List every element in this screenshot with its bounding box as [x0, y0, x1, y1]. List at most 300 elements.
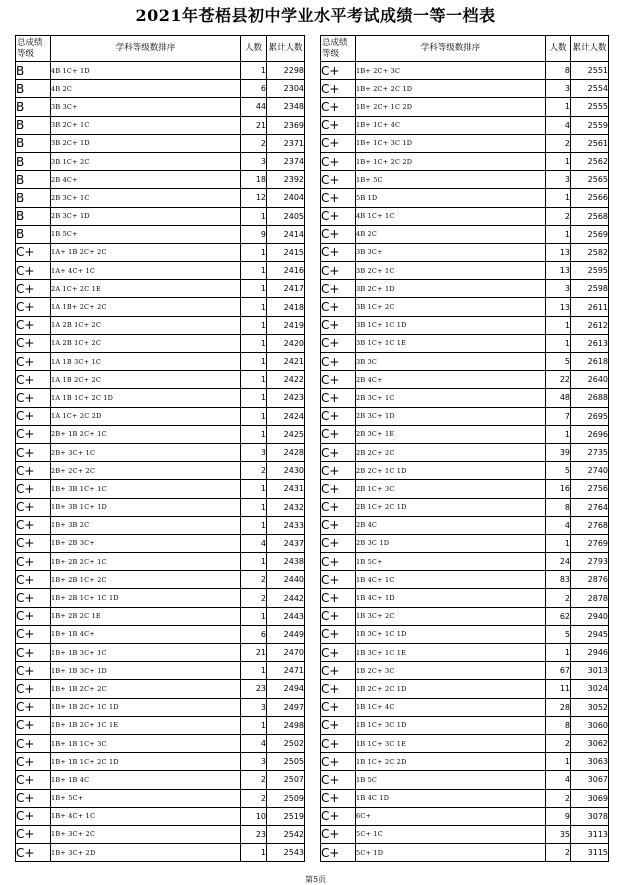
count-cell: 6: [241, 80, 267, 98]
subject-cell: 3B 1C+ 2C: [51, 152, 241, 170]
subject-cell: 1B 1C+ 4C: [356, 698, 546, 716]
grade-cell: B: [16, 116, 51, 134]
table-row: [16, 243, 305, 261]
table-row: [16, 825, 305, 843]
cumulative-cell: 2423: [267, 389, 305, 407]
header-grade: 总成绩等级: [16, 36, 51, 62]
count-cell: 2: [546, 844, 571, 862]
count-cell: 1: [241, 298, 267, 316]
table-row: [16, 716, 305, 734]
subject-cell: 1B+ 1C+ 4C: [356, 116, 546, 134]
table-row: [321, 425, 609, 443]
subject-cell: 2B 4C+: [51, 171, 241, 189]
grade-cell: C+: [16, 243, 51, 261]
cumulative-cell: 2542: [267, 825, 305, 843]
header-subject: 学科等级数排序: [51, 36, 241, 62]
count-cell: 1: [546, 644, 571, 662]
count-cell: 1: [241, 407, 267, 425]
table-row: [16, 98, 305, 116]
grade-cell: C+: [321, 207, 356, 225]
cumulative-cell: 2369: [267, 116, 305, 134]
cumulative-cell: 2422: [267, 371, 305, 389]
subject-cell: 2B 3C+ 1C: [356, 389, 546, 407]
grade-cell: C+: [16, 825, 51, 843]
subject-cell: 2B 3C 1D: [356, 534, 546, 552]
subject-cell: 1B+ 1C+ 3C 1D: [356, 134, 546, 152]
table-row: [16, 334, 305, 352]
grade-cell: C+: [321, 243, 356, 261]
grade-cell: C+: [321, 98, 356, 116]
grade-cell: C+: [16, 280, 51, 298]
count-cell: 1: [241, 243, 267, 261]
count-cell: 21: [241, 116, 267, 134]
count-cell: 1: [546, 334, 571, 352]
subject-cell: 1B+ 1B 4C+: [51, 625, 241, 643]
subject-cell: 1B 5C: [356, 771, 546, 789]
table-row: [321, 571, 609, 589]
grade-cell: C+: [16, 807, 51, 825]
table-row: [16, 534, 305, 552]
count-cell: 1: [241, 498, 267, 516]
subject-cell: 1B 5C+: [51, 225, 241, 243]
cumulative-cell: 3060: [571, 716, 609, 734]
cumulative-cell: 2416: [267, 262, 305, 280]
grade-cell: C+: [16, 443, 51, 461]
subject-cell: 1B 1C+ 3C 1D: [356, 716, 546, 734]
grade-cell: C+: [16, 353, 51, 371]
count-cell: 4: [241, 734, 267, 752]
count-cell: 1: [241, 480, 267, 498]
cumulative-cell: 3078: [571, 807, 609, 825]
grade-cell: C+: [16, 334, 51, 352]
subject-cell: 1B 4C+ 1D: [356, 589, 546, 607]
grade-cell: C+: [321, 825, 356, 843]
cumulative-cell: 2374: [267, 152, 305, 170]
count-cell: 3: [546, 80, 571, 98]
subject-cell: 1A 2B 1C+ 2C: [51, 334, 241, 352]
table-row: [321, 262, 609, 280]
grade-cell: C+: [321, 353, 356, 371]
cumulative-cell: 2418: [267, 298, 305, 316]
table-row: [321, 98, 609, 116]
table-row: [16, 571, 305, 589]
table-row: [16, 262, 305, 280]
cumulative-cell: 2613: [571, 334, 609, 352]
subject-cell: 1B 2C+ 2C 1D: [356, 680, 546, 698]
table-row: [16, 462, 305, 480]
count-cell: 13: [546, 262, 571, 280]
grade-cell: C+: [16, 480, 51, 498]
table-row: [16, 298, 305, 316]
subject-cell: 1B 4C+ 1C: [356, 571, 546, 589]
table-row: [16, 789, 305, 807]
count-cell: 3: [546, 171, 571, 189]
count-cell: 5: [546, 625, 571, 643]
count-cell: 1: [546, 98, 571, 116]
grade-cell: C+: [321, 698, 356, 716]
table-row: [16, 644, 305, 662]
subject-cell: 1B+ 3C+ 2D: [51, 844, 241, 862]
subject-cell: 1B+ 3B 2C: [51, 516, 241, 534]
cumulative-cell: 2735: [571, 443, 609, 461]
grade-cell: C+: [321, 462, 356, 480]
grade-cell: C+: [321, 807, 356, 825]
grade-cell: C+: [321, 371, 356, 389]
table-row: [321, 225, 609, 243]
count-cell: 67: [546, 662, 571, 680]
grade-cell: C+: [16, 462, 51, 480]
cumulative-cell: 2432: [267, 498, 305, 516]
cumulative-cell: 3115: [571, 844, 609, 862]
grade-cell: C+: [16, 753, 51, 771]
table-row: [321, 316, 609, 334]
subject-cell: 1B+ 3B 1C+ 1C: [51, 480, 241, 498]
grade-cell: C+: [321, 134, 356, 152]
table-row: [16, 316, 305, 334]
count-cell: 28: [546, 698, 571, 716]
count-cell: 5: [546, 462, 571, 480]
subject-cell: 2B 4C: [356, 516, 546, 534]
table-row: [16, 734, 305, 752]
cumulative-cell: 2392: [267, 171, 305, 189]
count-cell: 1: [241, 62, 267, 80]
grade-cell: B: [16, 225, 51, 243]
table-row: [321, 698, 609, 716]
cumulative-cell: 2940: [571, 607, 609, 625]
table-row: [16, 589, 305, 607]
subject-cell: 2B 4C+: [356, 371, 546, 389]
table-row: [16, 607, 305, 625]
count-cell: 7: [546, 407, 571, 425]
grade-cell: C+: [321, 607, 356, 625]
subject-cell: 3B 2C+ 1D: [356, 280, 546, 298]
count-cell: 1: [241, 607, 267, 625]
cumulative-cell: 2768: [571, 516, 609, 534]
table-row: [321, 243, 609, 261]
table-row: [16, 134, 305, 152]
subject-cell: 1B+ 2B 3C+: [51, 534, 241, 552]
count-cell: 1: [241, 353, 267, 371]
table-row: [321, 171, 609, 189]
table-row: [16, 625, 305, 643]
count-cell: 44: [241, 98, 267, 116]
subject-cell: 1B 4C 1D: [356, 789, 546, 807]
cumulative-cell: 2440: [267, 571, 305, 589]
table-row: [321, 371, 609, 389]
count-cell: 2: [546, 207, 571, 225]
cumulative-cell: 2507: [267, 771, 305, 789]
table-row: [321, 644, 609, 662]
grade-cell: C+: [16, 298, 51, 316]
grade-cell: C+: [321, 280, 356, 298]
subject-cell: 1A 1B 2C+ 2C: [51, 371, 241, 389]
table-row: [321, 207, 609, 225]
subject-cell: 1A 1B+ 2C+ 2C: [51, 298, 241, 316]
table-body-right: [321, 62, 609, 862]
grade-cell: C+: [321, 680, 356, 698]
subject-cell: 1B+ 2B 1C+ 1C 1D: [51, 589, 241, 607]
subject-cell: 3B 3C+: [51, 98, 241, 116]
cumulative-cell: 2696: [571, 425, 609, 443]
grade-cell: C+: [321, 553, 356, 571]
count-cell: 2: [241, 589, 267, 607]
page-title: 2021年苍梧县初中学业水平考试成绩一等一档表: [135, 6, 496, 25]
grade-cell: B: [16, 189, 51, 207]
count-cell: 1: [241, 371, 267, 389]
grade-cell: B: [16, 152, 51, 170]
subject-cell: 1B+ 3B 1C+ 1D: [51, 498, 241, 516]
subject-cell: 1B+ 1B 2C+ 1C 1E: [51, 716, 241, 734]
cumulative-cell: 2562: [571, 152, 609, 170]
cumulative-cell: 2946: [571, 644, 609, 662]
subject-cell: 5C+ 1D: [356, 844, 546, 862]
count-cell: 3: [241, 152, 267, 170]
count-cell: 13: [546, 298, 571, 316]
grade-cell: C+: [16, 644, 51, 662]
cumulative-cell: 3067: [571, 771, 609, 789]
cumulative-cell: 2415: [267, 243, 305, 261]
subject-cell: 4B 2C: [356, 225, 546, 243]
cumulative-cell: 2443: [267, 607, 305, 625]
grade-cell: C+: [321, 225, 356, 243]
count-cell: 2: [546, 134, 571, 152]
grade-cell: C+: [321, 516, 356, 534]
cumulative-cell: 3013: [571, 662, 609, 680]
subject-cell: 2B+ 3C+ 1C: [51, 443, 241, 461]
grade-cell: C+: [321, 316, 356, 334]
cumulative-cell: 2878: [571, 589, 609, 607]
cumulative-cell: 2405: [267, 207, 305, 225]
grade-cell: C+: [16, 771, 51, 789]
table-row: [16, 662, 305, 680]
grade-cell: C+: [16, 734, 51, 752]
table-row: [321, 62, 609, 80]
subject-cell: 1B+ 2C+ 2C 1D: [356, 80, 546, 98]
table-row: [16, 389, 305, 407]
grade-cell: C+: [321, 80, 356, 98]
subject-cell: 1B+ 1B 3C+ 1C: [51, 644, 241, 662]
subject-cell: 5B 1D: [356, 189, 546, 207]
table-row: [321, 152, 609, 170]
count-cell: 18: [241, 171, 267, 189]
table-row: [321, 789, 609, 807]
subject-cell: 1B+ 2B 2C+ 1C: [51, 553, 241, 571]
cumulative-cell: 2764: [571, 498, 609, 516]
table-row: [16, 171, 305, 189]
table-row: [16, 498, 305, 516]
cumulative-cell: 2568: [571, 207, 609, 225]
grade-cell: C+: [16, 498, 51, 516]
header-count: 人数: [241, 36, 267, 62]
cumulative-cell: 2756: [571, 480, 609, 498]
table-row: [321, 389, 609, 407]
table-row: [16, 225, 305, 243]
cumulative-cell: 2304: [267, 80, 305, 98]
count-cell: 1: [546, 225, 571, 243]
subject-cell: 2B 3C+ 1C: [51, 189, 241, 207]
cumulative-cell: 2371: [267, 134, 305, 152]
grade-cell: C+: [321, 644, 356, 662]
count-cell: 21: [241, 644, 267, 662]
count-cell: 24: [546, 553, 571, 571]
cumulative-cell: 2430: [267, 462, 305, 480]
table-row: [16, 116, 305, 134]
table-row: [321, 462, 609, 480]
count-cell: 3: [241, 698, 267, 716]
table-row: [16, 480, 305, 498]
count-cell: 10: [241, 807, 267, 825]
cumulative-cell: 3113: [571, 825, 609, 843]
grade-cell: C+: [321, 189, 356, 207]
count-cell: 16: [546, 480, 571, 498]
count-cell: 3: [241, 443, 267, 461]
grade-cell: C+: [16, 680, 51, 698]
subject-cell: 1B+ 1B 1C+ 2C 1D: [51, 753, 241, 771]
table-row: [16, 516, 305, 534]
table-row: [16, 371, 305, 389]
subject-cell: 1B+ 1B 2C+ 2C: [51, 680, 241, 698]
cumulative-cell: 2298: [267, 62, 305, 80]
subject-cell: 1B+ 1B 4C: [51, 771, 241, 789]
grade-cell: C+: [321, 662, 356, 680]
subject-cell: 2B 2C+ 2C: [356, 443, 546, 461]
subject-cell: 1B+ 2B 2C 1E: [51, 607, 241, 625]
count-cell: 13: [546, 243, 571, 261]
table-header-row: [16, 36, 305, 62]
count-cell: 1: [241, 207, 267, 225]
cumulative-cell: 2425: [267, 425, 305, 443]
grade-cell: C+: [321, 844, 356, 862]
table-row: [321, 80, 609, 98]
subject-cell: 2B 3C+ 1D: [356, 407, 546, 425]
table-row: [16, 844, 305, 862]
grade-cell: B: [16, 207, 51, 225]
cumulative-cell: 2688: [571, 389, 609, 407]
subject-cell: 1A 1C+ 2C 2D: [51, 407, 241, 425]
count-cell: 48: [546, 389, 571, 407]
cumulative-cell: 2543: [267, 844, 305, 862]
subject-cell: 1A 2B 1C+ 2C: [51, 316, 241, 334]
cumulative-cell: 2695: [571, 407, 609, 425]
table-row: [321, 498, 609, 516]
cumulative-cell: 2554: [571, 80, 609, 98]
grade-cell: C+: [321, 771, 356, 789]
grade-cell: C+: [16, 844, 51, 862]
count-cell: 1: [241, 553, 267, 571]
cumulative-cell: 2555: [571, 98, 609, 116]
table-row: [321, 734, 609, 752]
grade-cell: B: [16, 171, 51, 189]
page-number: 第5页: [304, 875, 327, 884]
table-row: [321, 534, 609, 552]
count-cell: 22: [546, 371, 571, 389]
cumulative-cell: 2433: [267, 516, 305, 534]
cumulative-cell: 2876: [571, 571, 609, 589]
cumulative-cell: 2640: [571, 371, 609, 389]
table-row: [321, 662, 609, 680]
cumulative-cell: 2612: [571, 316, 609, 334]
subject-cell: 1B+ 5C+: [51, 789, 241, 807]
table-row: [321, 407, 609, 425]
cumulative-cell: 2566: [571, 189, 609, 207]
table-row: [321, 443, 609, 461]
table-row: [321, 298, 609, 316]
subject-cell: 4B 2C: [51, 80, 241, 98]
count-cell: 2: [241, 462, 267, 480]
grade-cell: C+: [16, 607, 51, 625]
grade-cell: C+: [16, 789, 51, 807]
count-cell: 11: [546, 680, 571, 698]
count-cell: 4: [546, 516, 571, 534]
table-row: [16, 553, 305, 571]
cumulative-cell: 2431: [267, 480, 305, 498]
count-cell: 8: [546, 498, 571, 516]
subject-cell: 2B+ 1B 2C+ 1C: [51, 425, 241, 443]
table-row: [321, 771, 609, 789]
cumulative-cell: 2595: [571, 262, 609, 280]
grade-cell: C+: [321, 534, 356, 552]
cumulative-cell: 2404: [267, 189, 305, 207]
subject-cell: 1B 3C+ 2C: [356, 607, 546, 625]
grade-cell: C+: [321, 116, 356, 134]
table-row: [321, 589, 609, 607]
count-cell: 83: [546, 571, 571, 589]
count-cell: 5: [546, 353, 571, 371]
grade-cell: C+: [321, 480, 356, 498]
subject-cell: 1B 2C+ 3C: [356, 662, 546, 680]
grade-cell: C+: [16, 625, 51, 643]
count-cell: 1: [241, 844, 267, 862]
cumulative-cell: 2559: [571, 116, 609, 134]
count-cell: 39: [546, 443, 571, 461]
grade-cell: C+: [321, 625, 356, 643]
table-row: [16, 207, 305, 225]
subject-cell: 3B 2C+ 1C: [51, 116, 241, 134]
table-row: [16, 698, 305, 716]
grade-cell: C+: [321, 443, 356, 461]
cumulative-cell: 2551: [571, 62, 609, 80]
grade-cell: C+: [321, 334, 356, 352]
header-subject: 学科等级数排序: [356, 36, 546, 62]
subject-cell: 1B+ 1B 3C+ 1D: [51, 662, 241, 680]
count-cell: 3: [546, 280, 571, 298]
count-cell: 23: [241, 825, 267, 843]
table-row: [321, 480, 609, 498]
grade-cell: C+: [16, 698, 51, 716]
grade-cell: C+: [16, 534, 51, 552]
cumulative-cell: 2471: [267, 662, 305, 680]
cumulative-cell: 2437: [267, 534, 305, 552]
cumulative-cell: 2561: [571, 134, 609, 152]
grade-cell: C+: [16, 662, 51, 680]
table-row: [16, 753, 305, 771]
count-cell: 6: [241, 625, 267, 643]
subject-cell: 2B 2C+ 1C 1D: [356, 462, 546, 480]
subject-cell: 2B 3C+ 1E: [356, 425, 546, 443]
count-cell: 35: [546, 825, 571, 843]
subject-cell: 1B+ 2C+ 3C: [356, 62, 546, 80]
count-cell: 2: [241, 789, 267, 807]
subject-cell: 2B 3C+ 1D: [51, 207, 241, 225]
table-row: [321, 844, 609, 862]
count-cell: 1: [241, 662, 267, 680]
table-row: [321, 134, 609, 152]
table-row: [321, 680, 609, 698]
subject-cell: 3B 3C+: [356, 243, 546, 261]
grade-cell: C+: [321, 262, 356, 280]
grade-cell: C+: [16, 407, 51, 425]
count-cell: 1: [546, 316, 571, 334]
